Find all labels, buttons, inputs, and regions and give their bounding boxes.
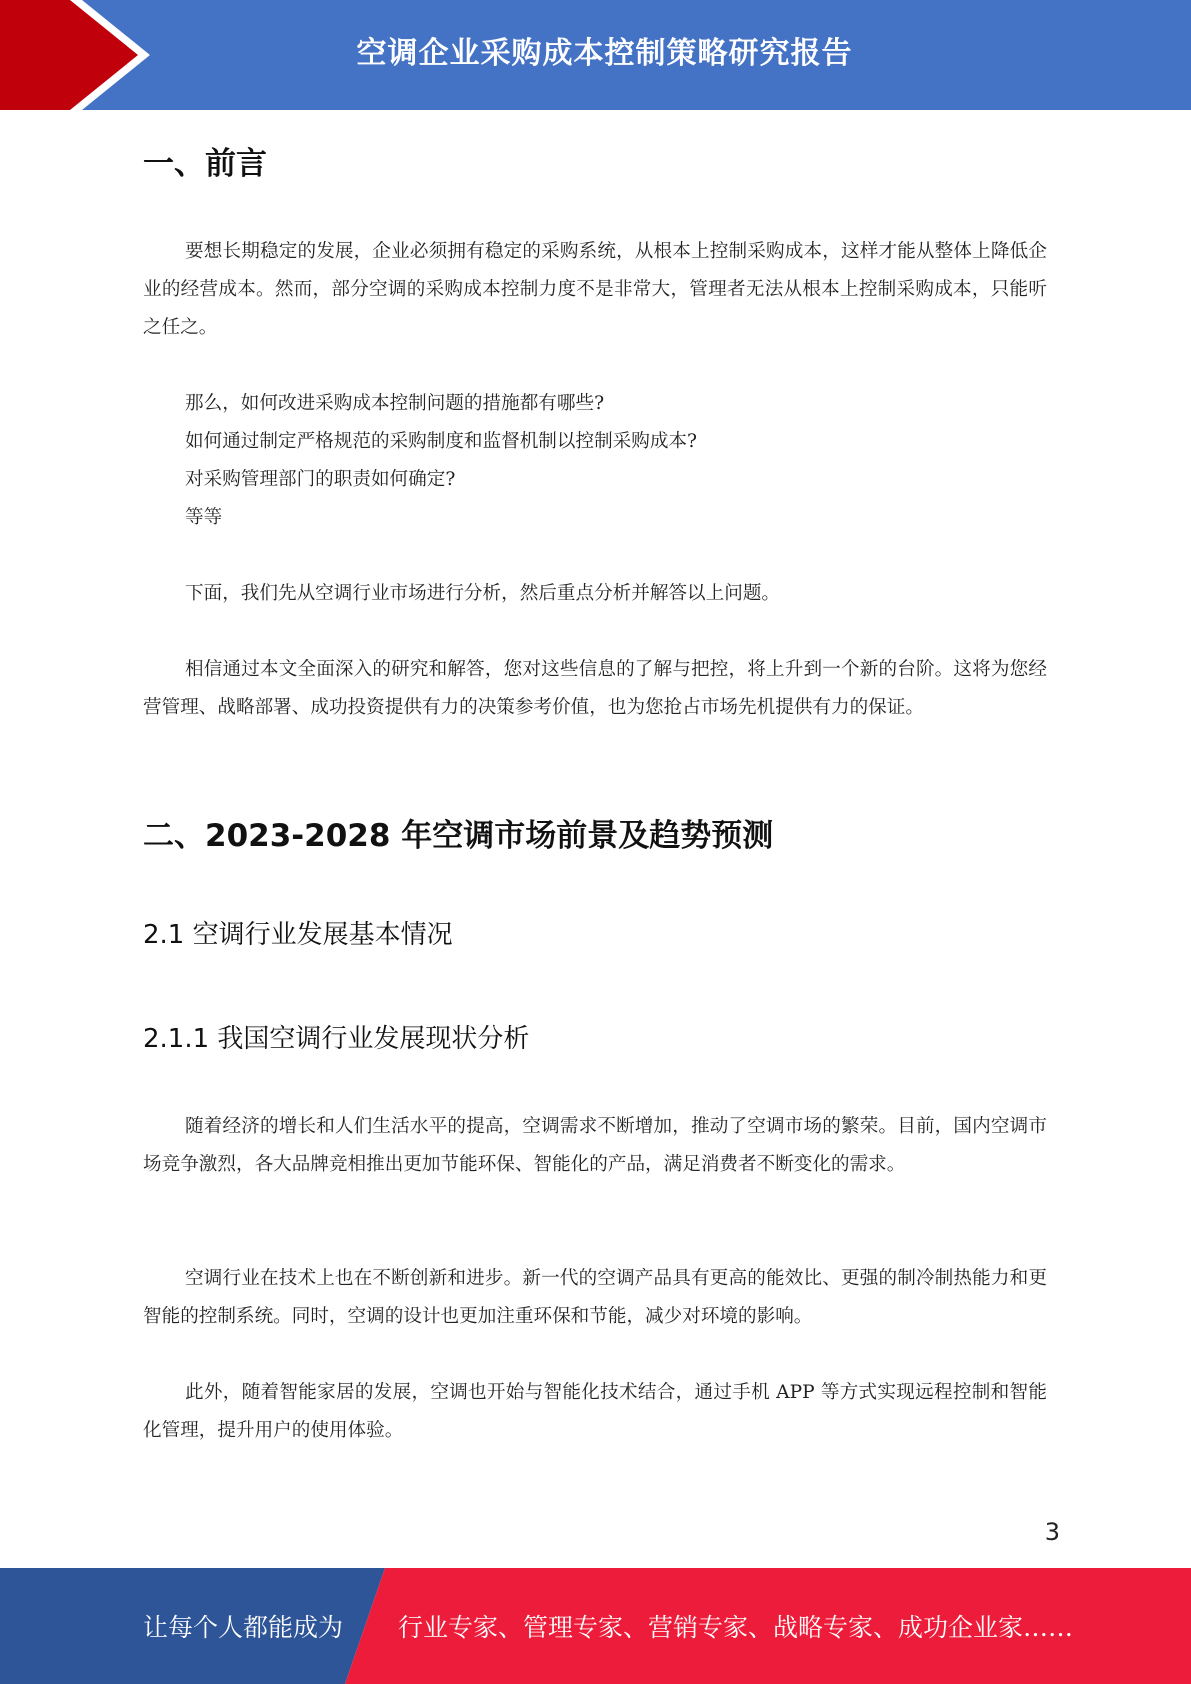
footer-banner <box>0 1568 1191 1684</box>
question-1: 那么，如何改进采购成本控制问题的措施都有哪些? <box>185 393 605 414</box>
section-1-paragraph-3: 相信通过本文全面深入的研究和解答，您对这些信息的了解与把控，将上升到一个新的台阶。这将为您经营管理、战略部署、成功投资提供有力的决策参考价值，也为您抢占市场先机提供有力的保证。 <box>143 659 1047 718</box>
subsection-2-1-1-heading: 2.1.1 我国空调行业发展现状分析 <box>143 1024 530 1054</box>
section-1-paragraph-1: 要想长期稳定的发展，企业必须拥有稳定的采购系统，从根本上控制采购成本，这样才能从整体上降低企业的经营成本。然而，部分空调的采购成本控制力度不是非常大，管理者无法从根本上控制采购成本，只能听之任之。 <box>143 241 1047 338</box>
question-2: 如何通过制定严格规范的采购制度和监督机制以控制采购成本? <box>185 431 698 452</box>
report-title: 空调企业采购成本控制策略研究报告 <box>356 36 853 71</box>
section-2-paragraph-1: 随着经济的增长和人们生活水平的提高，空调需求不断增加，推动了空调市场的繁荣。目前，国内空调市场竞争激烈，各大品牌竞相推出更加节能环保、智能化的产品，满足消费者不断变化的需求。 <box>143 1116 1047 1175</box>
footer-slogan-right: 行业专家、管理专家、营销专家、战略专家、成功企业家…… <box>398 1613 1074 1642</box>
header-banner <box>0 0 1191 110</box>
section-2-paragraph-3: 此外，随着智能家居的发展，空调也开始与智能化技术结合，通过手机 APP 等方式实现远程控制和智能化管理，提升用户的使用体验。 <box>143 1382 1047 1441</box>
subsection-2-1-heading: 2.1 空调行业发展基本情况 <box>143 920 453 950</box>
section-2-paragraph-2: 空调行业在技术上也在不断创新和进步。新一代的空调产品具有更高的能效比、更强的制冷制热能力和更智能的控制系统。同时，空调的设计也更加注重环保和节能，减少对环境的影响。 <box>143 1268 1047 1327</box>
question-3: 对采购管理部门的职责如何确定? <box>185 469 456 490</box>
section-1-heading: 一、前言 <box>143 146 267 182</box>
page-number: 3 <box>1044 1518 1060 1546</box>
footer-slogan-left: 让每个人都能成为 <box>143 1613 344 1642</box>
section-2-heading: 二、2023-2028 年空调市场前景及趋势预测 <box>143 818 774 854</box>
question-etc: 等等 <box>185 507 223 528</box>
section-1-paragraph-2: 下面，我们先从空调行业市场进行分析，然后重点分析并解答以上问题。 <box>185 583 781 604</box>
